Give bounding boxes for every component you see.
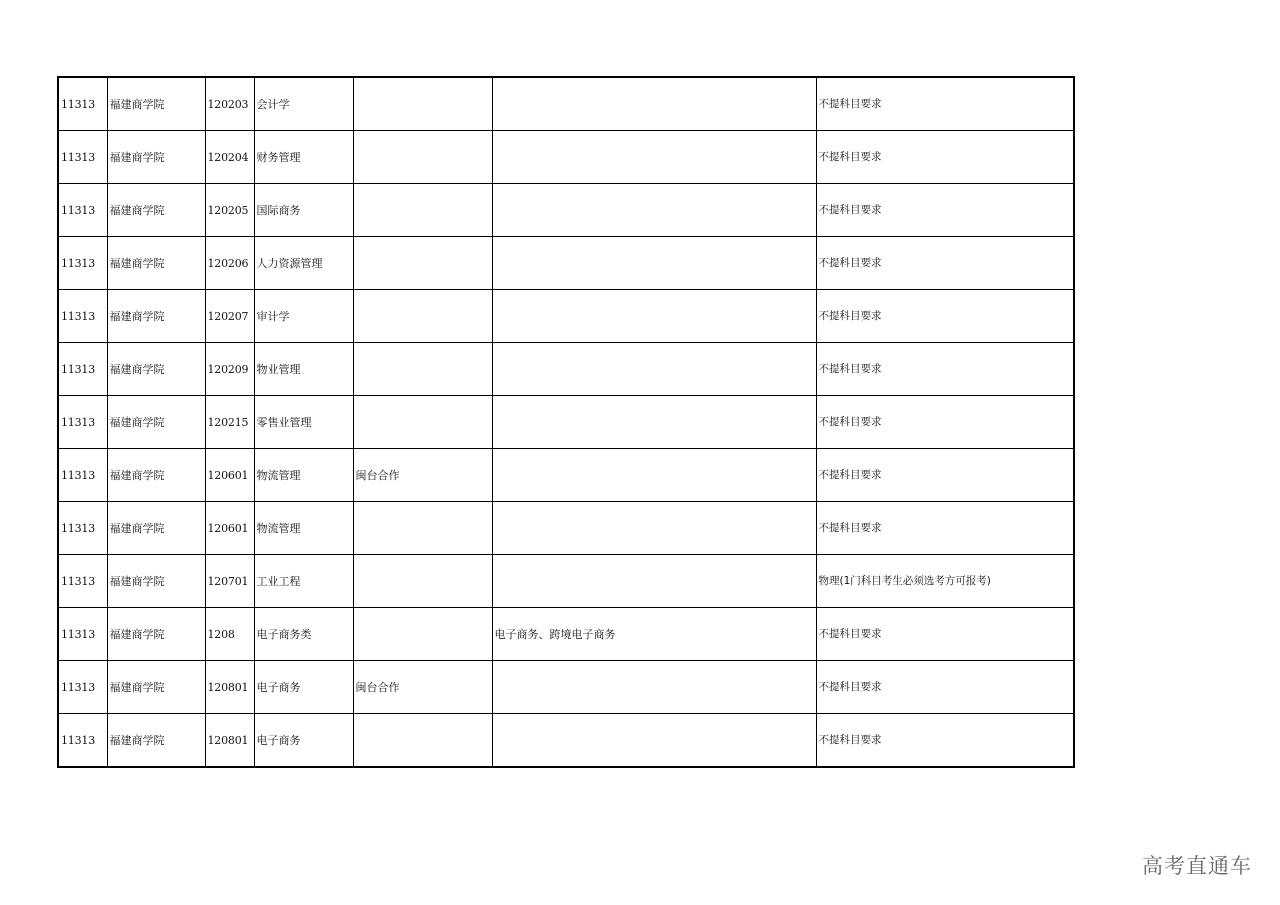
major-code-cell: 120215 [205, 396, 254, 449]
subject-requirement-cell: 不提科目要求 [816, 449, 1074, 502]
school-name-cell: 福建商学院 [107, 184, 205, 237]
note-cell [353, 396, 492, 449]
note-cell: 闽台合作 [353, 449, 492, 502]
major-code-cell: 120801 [205, 661, 254, 714]
table-row [58, 502, 1074, 555]
subject-requirement-cell: 不提科目要求 [816, 502, 1074, 555]
major-code-cell: 120205 [205, 184, 254, 237]
includes-cell [492, 77, 816, 131]
school-name-cell: 福建商学院 [107, 343, 205, 396]
note-cell [353, 77, 492, 131]
major-code-cell: 120801 [205, 714, 254, 768]
subject-requirement-cell: 不提科目要求 [816, 184, 1074, 237]
table-row [58, 608, 1074, 661]
major-name-cell: 零售业管理 [254, 396, 353, 449]
major-name-cell: 物流管理 [254, 449, 353, 502]
includes-cell [492, 502, 816, 555]
school-code-cell: 11313 [58, 608, 107, 661]
includes-cell [492, 714, 816, 768]
subject-requirement-cell: 不提科目要求 [816, 131, 1074, 184]
note-cell: 闽台合作 [353, 661, 492, 714]
table-body [58, 77, 1074, 767]
major-name-cell: 会计学 [254, 77, 353, 131]
school-name-cell: 福建商学院 [107, 502, 205, 555]
school-code-cell: 11313 [58, 396, 107, 449]
school-name-cell: 福建商学院 [107, 396, 205, 449]
major-name-cell: 物业管理 [254, 343, 353, 396]
includes-cell [492, 449, 816, 502]
school-name-cell: 福建商学院 [107, 449, 205, 502]
school-code-cell: 11313 [58, 237, 107, 290]
note-cell [353, 555, 492, 608]
major-code-cell: 1208 [205, 608, 254, 661]
table-row [58, 131, 1074, 184]
major-name-cell: 国际商务 [254, 184, 353, 237]
includes-cell [492, 237, 816, 290]
school-name-cell: 福建商学院 [107, 714, 205, 768]
subject-requirement-cell: 不提科目要求 [816, 608, 1074, 661]
school-code-cell: 11313 [58, 290, 107, 343]
major-name-cell: 人力资源管理 [254, 237, 353, 290]
includes-cell: 电子商务、跨境电子商务 [492, 608, 816, 661]
major-name-cell: 财务管理 [254, 131, 353, 184]
table-row [58, 290, 1074, 343]
major-code-cell: 120206 [205, 237, 254, 290]
watermark-logo-text: 高考直通车 [1142, 854, 1252, 878]
note-cell [353, 502, 492, 555]
major-name-cell: 物流管理 [254, 502, 353, 555]
subject-requirement-cell: 不提科目要求 [816, 77, 1074, 131]
subject-requirement-cell: 不提科目要求 [816, 661, 1074, 714]
includes-cell [492, 131, 816, 184]
note-cell [353, 184, 492, 237]
school-code-cell: 11313 [58, 449, 107, 502]
subject-requirement-cell: 不提科目要求 [816, 290, 1074, 343]
note-cell [353, 343, 492, 396]
school-code-cell: 11313 [58, 555, 107, 608]
includes-cell [492, 396, 816, 449]
major-code-cell: 120203 [205, 77, 254, 131]
subject-requirement-cell: 不提科目要求 [816, 714, 1074, 768]
includes-cell [492, 290, 816, 343]
school-name-cell: 福建商学院 [107, 661, 205, 714]
school-name-cell: 福建商学院 [107, 131, 205, 184]
major-code-cell: 120701 [205, 555, 254, 608]
school-name-cell: 福建商学院 [107, 77, 205, 131]
school-code-cell: 11313 [58, 77, 107, 131]
table-row [58, 661, 1074, 714]
major-code-cell: 120209 [205, 343, 254, 396]
subject-requirement-cell: 不提科目要求 [816, 237, 1074, 290]
table-row [58, 77, 1074, 131]
school-code-cell: 11313 [58, 184, 107, 237]
note-cell [353, 131, 492, 184]
school-name-cell: 福建商学院 [107, 555, 205, 608]
major-code-cell: 120601 [205, 502, 254, 555]
school-name-cell: 福建商学院 [107, 608, 205, 661]
major-name-cell: 电子商务 [254, 661, 353, 714]
major-name-cell: 工业工程 [254, 555, 353, 608]
admission-table [57, 76, 1075, 768]
school-code-cell: 11313 [58, 714, 107, 768]
note-cell [353, 290, 492, 343]
table-row [58, 184, 1074, 237]
table-row [58, 449, 1074, 502]
table-row [58, 714, 1074, 768]
major-code-cell: 120207 [205, 290, 254, 343]
note-cell [353, 714, 492, 768]
major-name-cell: 电子商务 [254, 714, 353, 768]
includes-cell [492, 184, 816, 237]
major-code-cell: 120204 [205, 131, 254, 184]
includes-cell [492, 555, 816, 608]
major-code-cell: 120601 [205, 449, 254, 502]
table-row [58, 343, 1074, 396]
subject-requirement-cell: 物理(1门科目考生必须选考方可报考) [816, 555, 1074, 608]
school-code-cell: 11313 [58, 131, 107, 184]
table-row [58, 555, 1074, 608]
school-code-cell: 11313 [58, 343, 107, 396]
major-name-cell: 审计学 [254, 290, 353, 343]
school-code-cell: 11313 [58, 502, 107, 555]
includes-cell [492, 661, 816, 714]
note-cell [353, 608, 492, 661]
table-row [58, 396, 1074, 449]
subject-requirement-cell: 不提科目要求 [816, 343, 1074, 396]
includes-cell [492, 343, 816, 396]
note-cell [353, 237, 492, 290]
school-name-cell: 福建商学院 [107, 290, 205, 343]
subject-requirement-cell: 不提科目要求 [816, 396, 1074, 449]
major-name-cell: 电子商务类 [254, 608, 353, 661]
school-name-cell: 福建商学院 [107, 237, 205, 290]
school-code-cell: 11313 [58, 661, 107, 714]
table-row [58, 237, 1074, 290]
